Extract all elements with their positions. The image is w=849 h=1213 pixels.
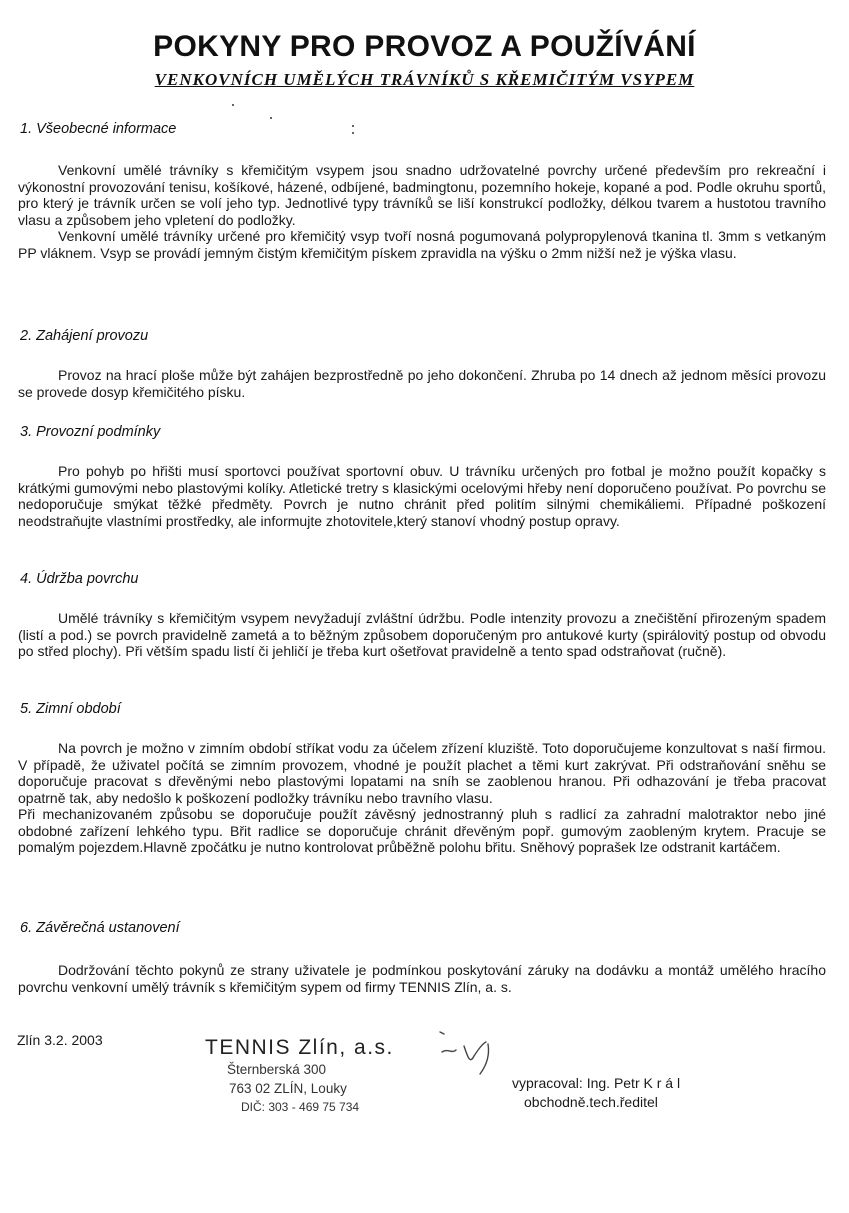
- section-body: [18, 740, 826, 856]
- section-heading: 2. Zahájení provozu: [20, 328, 149, 344]
- section-heading: 1. Všeobecné informace: [20, 121, 177, 137]
- stamp-city: 763 02 ZLÍN, Louky: [229, 1081, 347, 1096]
- author-position: obchodně.tech.ředitel: [524, 1094, 658, 1110]
- section-body: [18, 610, 826, 660]
- author-block: [512, 1074, 680, 1112]
- signature-scribble: [434, 1030, 514, 1100]
- section-heading: 5. Zimní období: [20, 701, 121, 717]
- paragraph: Pro pohyb po hřišti musí sportovci používat sportovní obuv. U trávníku určených pro fotbal je možno použít kopačky s krátkými gumovými nebo plastovými kolíky. Atletické tretry s klasickými ocelovými hřeby není doporučeno používat. Po povrchu se nedoporučuje smýkat těžké předměty. Povrch je nutno chránit před politím silnými chemikáliemi. Případné poškození neodstraňujte vlastními prostředky, ale informujte zhotovitele,který stanoví vhodný postup opravy.: [18, 463, 826, 529]
- paragraph: Dodržování těchto pokynů ze strany uživatele je podmínkou poskytování záruky na dodávku a montáž umělého hracího povrchu venkovní umělý trávník s křemičitým sypem od firmy TENNIS Zlín, a. s.: [18, 962, 826, 995]
- section-body: [18, 962, 826, 995]
- signing-date: Zlín 3.2. 2003: [17, 1032, 103, 1048]
- stamp-street: Šternberská 300: [227, 1062, 327, 1077]
- scan-speck: [270, 117, 272, 119]
- paragraph: Na povrch je možno v zimním období stříkat vodu za účelem zřízení kluziště. Toto doporučujeme konzultovat s naší firmou. V případě, že uživatel počítá se zimním provozem, vhodné je použít plachet a těmi kurt zakrývat. Při odstraňování sněhu se doporučuje pracovat s dřevěnými nebo plastovými lopatami na sníh se zaoblenou hranou. Při odhazování je třeba pracovat opatrně tak, aby nedošlo k poškození podložky trávníku nebo travního vlasu.: [18, 740, 826, 806]
- company-stamp: [205, 1036, 445, 1117]
- scan-speck: [352, 125, 354, 127]
- paragraph: Venkovní umělé trávníky s křemičitým vsypem jsou snadno udržovatelné povrchy určené především pro rekreační i výkonostní provozování tenisu, košíkové, házené, odbíjené, badmingtonu, pozemního hokeje, kopané a pod. Podle okruhu sportů, pro který je trávník určen se volí jeho typ. Jednotlivé typy trávníků se liší konstrukcí podložky, délkou tvarem a hustotou travního vlasu a způsobem jeho vpletení do podložky.: [18, 162, 826, 228]
- section-body: [18, 162, 826, 261]
- document-title: POKYNY PRO PROVOZ A POUŽÍVÁNÍ: [153, 30, 696, 63]
- section-body: [18, 367, 826, 400]
- paragraph: Při mechanizovaném způsobu se doporučuje použít závěsný jednostranný pluh s radlicí za zahradní malotraktor nebo jiné obdobné zařízení lehkého typu. Břit radlice se doporučuje chránit dřevěným popř. gumovým zaobleným krytem. Pracuje se pomalým pojezdem.Hlavně zpočátku je nutno kontrolovat průběžně polohu břitu. Sněhový poprašek lze odstranit kartáčem.: [18, 806, 826, 855]
- paragraph: Provoz na hrací ploše může být zahájen bezprostředně po jeho dokončení. Zhruba po 14 dnech až jednom měsíci provozu se provede dosyp křemičitého písku.: [18, 367, 826, 400]
- stamp-tax-id: DIČ: 303 - 469 75 734: [241, 1100, 360, 1114]
- prepared-by: vypracoval: Ing. Petr K r á l: [512, 1075, 681, 1091]
- paragraph: Umělé trávníky s křemičitým vsypem nevyžadují zvláštní údržbu. Podle intenzity provozu a znečištění přirozeným spadem (listí a pod.) se povrch pravidelně zametá a to běžným způsobem doporučeným pro antukové kurty (spirálovitý postup od obvodu po střed plochy). Při větším spadu listí či jehličí je třeba kurt ošetřovat pravidelně a tento spad odstraňovat (ručně).: [18, 610, 826, 659]
- section-heading: 3. Provozní podmínky: [20, 424, 161, 440]
- section-heading: 4. Údržba povrchu: [20, 571, 139, 587]
- stamp-company-name: TENNIS Zlín, a.s.: [205, 1036, 394, 1059]
- section-body: [18, 463, 826, 529]
- section-heading: 6. Závěrečná ustanovení: [20, 920, 180, 936]
- paragraph: Venkovní umělé trávníky určené pro křemičitý vsyp tvoří nosná pogumovaná polypropylenová tkanina tl. 3mm s vetkaným PP vláknem. Vsyp se provádí jemným čistým křemičitým pískem zpravidla na výšku o 2mm nižší než je výška vlasu.: [18, 228, 826, 261]
- scan-speck: [232, 104, 234, 106]
- scan-speck: [352, 132, 354, 134]
- document-subtitle: VENKOVNÍCH UMĚLÝCH TRÁVNÍKŮ S KŘEMIČITÝM VSYPEM: [154, 70, 695, 89]
